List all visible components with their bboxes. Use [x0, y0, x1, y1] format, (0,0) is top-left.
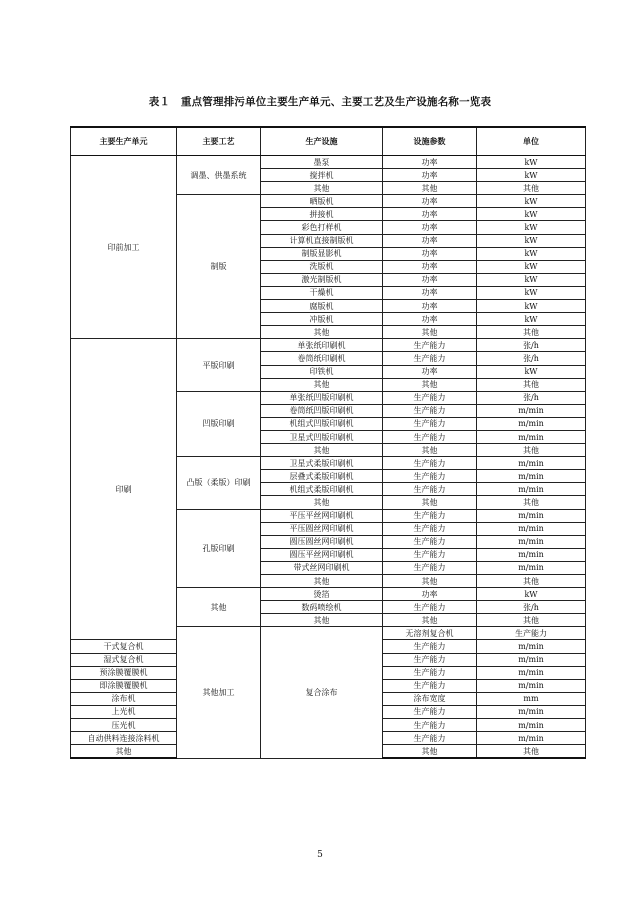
measure-unit-cell: 其他 [477, 378, 586, 391]
process-cell: 复合涂布 [261, 627, 383, 758]
parameter-cell: 生产能力 [383, 640, 477, 653]
facility-cell: 其他 [71, 745, 177, 759]
measure-unit-cell: m/min [477, 653, 586, 666]
facility-cell: 卷筒纸凹版印刷机 [261, 404, 383, 417]
facility-cell: 压光机 [71, 719, 177, 732]
measure-unit-cell: m/min [477, 522, 586, 535]
parameter-cell: 其他 [383, 496, 477, 509]
facility-cell: 冲版机 [261, 313, 383, 326]
facility-cell: 平压平丝网印刷机 [261, 509, 383, 522]
measure-unit-cell: 张/h [477, 352, 586, 365]
parameter-cell: 功率 [383, 247, 477, 260]
parameter-cell: 其他 [383, 378, 477, 391]
parameter-cell: 生产能力 [383, 705, 477, 718]
facility-cell: 数码喷绘机 [261, 601, 383, 614]
measure-unit-cell: 张/h [477, 601, 586, 614]
facility-cell: 即涂膜覆膜机 [71, 679, 177, 692]
production-unit-cell: 其他加工 [177, 627, 261, 758]
facility-cell: 其他 [261, 326, 383, 339]
facility-cell: 带式丝网印刷机 [261, 561, 383, 574]
measure-unit-cell: m/min [477, 483, 586, 496]
parameter-cell: 功率 [383, 208, 477, 221]
table-title: 表１ 重点管理排污单位主要生产单元、主要工艺及生产设施名称一览表 [148, 96, 492, 108]
parameter-cell: 功率 [383, 169, 477, 182]
parameter-cell: 生产能力 [383, 470, 477, 483]
measure-unit-cell: kW [477, 286, 586, 299]
measure-unit-cell: kW [477, 208, 586, 221]
facility-cell: 腐版机 [261, 300, 383, 313]
facility-cell: 墨泵 [261, 156, 383, 169]
facility-cell: 无溶剂复合机 [383, 627, 477, 640]
measure-unit-cell: kW [477, 195, 586, 208]
process-cell: 调墨、供墨系统 [177, 156, 261, 195]
process-cell: 凹版印刷 [177, 391, 261, 456]
parameter-cell: 功率 [383, 300, 477, 313]
measure-unit-cell: kW [477, 247, 586, 260]
facility-cell: 其他 [261, 378, 383, 391]
parameter-cell: 生产能力 [383, 719, 477, 732]
measure-unit-cell: m/min [477, 561, 586, 574]
measure-unit-cell: m/min [477, 417, 586, 430]
facility-cell: 洗版机 [261, 260, 383, 273]
measure-unit-cell: mm [477, 692, 586, 705]
measure-unit-cell: 其他 [477, 444, 586, 457]
parameter-cell: 生产能力 [383, 483, 477, 496]
facility-cell: 层叠式柔版印刷机 [261, 470, 383, 483]
measure-unit-cell: kW [477, 365, 586, 378]
measure-unit-cell: m/min [477, 719, 586, 732]
parameter-cell: 功率 [383, 365, 477, 378]
measure-unit-cell: 其他 [477, 745, 586, 759]
process-cell: 其他 [177, 588, 261, 627]
parameter-cell: 生产能力 [383, 430, 477, 443]
page-number: 5 [317, 850, 323, 860]
measure-unit-cell: m/min [477, 679, 586, 692]
parameter-cell: 功率 [383, 260, 477, 273]
facility-cell: 机组式柔版印刷机 [261, 483, 383, 496]
facility-cell: 自动供料连接涂料机 [71, 732, 177, 745]
header-process: 主要工艺 [177, 127, 261, 156]
facility-cell: 搅拌机 [261, 169, 383, 182]
measure-unit-cell: m/min [477, 666, 586, 679]
parameter-cell: 功率 [383, 195, 477, 208]
facility-cell: 卷筒纸印刷机 [261, 352, 383, 365]
parameter-cell: 生产能力 [383, 509, 477, 522]
measure-unit-cell: kW [477, 169, 586, 182]
facility-cell: 拼接机 [261, 208, 383, 221]
header-measure-unit: 单位 [477, 127, 586, 156]
header-facility: 生产设施 [261, 127, 383, 156]
parameter-cell: 功率 [383, 234, 477, 247]
parameter-cell: 生产能力 [383, 561, 477, 574]
measure-unit-cell: kW [477, 260, 586, 273]
facility-cell: 其他 [261, 444, 383, 457]
parameter-cell: 功率 [383, 313, 477, 326]
measure-unit-cell: kW [477, 221, 586, 234]
measure-unit-cell: kW [477, 588, 586, 601]
facility-cell: 制版显影机 [261, 247, 383, 260]
measure-unit-cell: m/min [477, 535, 586, 548]
facility-cell: 其他 [261, 182, 383, 195]
facility-cell: 烫箔 [261, 588, 383, 601]
parameter-cell: 生产能力 [383, 417, 477, 430]
parameter-cell: 功率 [383, 273, 477, 286]
measure-unit-cell: 张/h [477, 391, 586, 404]
parameter-cell: 生产能力 [383, 522, 477, 535]
facility-cell: 机组式凹版印刷机 [261, 417, 383, 430]
parameter-cell: 生产能力 [383, 653, 477, 666]
parameter-cell: 生产能力 [383, 548, 477, 561]
table-body [71, 156, 586, 759]
parameter-cell: 生产能力 [383, 535, 477, 548]
parameter-cell: 其他 [383, 444, 477, 457]
facility-cell: 湿式复合机 [71, 653, 177, 666]
facility-cell: 其他 [261, 496, 383, 509]
parameter-cell: 生产能力 [383, 732, 477, 745]
measure-unit-cell: m/min [477, 509, 586, 522]
measure-unit-cell: m/min [477, 470, 586, 483]
facility-cell: 激光制版机 [261, 273, 383, 286]
header-parameter: 设施参数 [383, 127, 477, 156]
facility-cell: 其他 [261, 614, 383, 627]
process-cell: 制版 [177, 195, 261, 339]
parameter-cell: 生产能力 [383, 679, 477, 692]
parameter-cell: 涂布宽度 [383, 692, 477, 705]
parameter-cell: 其他 [383, 326, 477, 339]
facility-cell: 彩色打样机 [261, 221, 383, 234]
production-unit-cell: 印刷 [71, 339, 177, 640]
facility-cell: 上光机 [71, 705, 177, 718]
parameter-cell: 功率 [383, 286, 477, 299]
header-row [71, 127, 586, 156]
parameter-cell: 生产能力 [383, 457, 477, 470]
parameter-cell: 生产能力 [383, 404, 477, 417]
measure-unit-cell: m/min [477, 457, 586, 470]
facility-cell: 预涂膜覆膜机 [71, 666, 177, 679]
parameter-cell: 功率 [383, 156, 477, 169]
parameter-cell: 生产能力 [383, 352, 477, 365]
measure-unit-cell: kW [477, 273, 586, 286]
measure-unit-cell: m/min [477, 548, 586, 561]
facility-cell: 平压圆丝网印刷机 [261, 522, 383, 535]
process-cell: 平版印刷 [177, 339, 261, 391]
production-unit-cell: 印前加工 [71, 156, 177, 339]
parameter-cell: 生产能力 [383, 339, 477, 352]
process-cell: 凸版（柔版）印刷 [177, 457, 261, 509]
facility-cell: 印铁机 [261, 365, 383, 378]
facility-cell: 圆压圆丝网印刷机 [261, 535, 383, 548]
facility-cell: 单张纸印刷机 [261, 339, 383, 352]
facility-cell: 圆压平丝网印刷机 [261, 548, 383, 561]
facility-cell: 涂布机 [71, 692, 177, 705]
measure-unit-cell: 其他 [477, 614, 586, 627]
process-cell: 孔版印刷 [177, 509, 261, 588]
measure-unit-cell: 其他 [477, 182, 586, 195]
measure-unit-cell: 其他 [477, 496, 586, 509]
measure-unit-cell: m/min [477, 705, 586, 718]
parameter-cell: 其他 [383, 614, 477, 627]
parameter-cell: 其他 [383, 745, 477, 759]
measure-unit-cell: m/min [477, 404, 586, 417]
measure-unit-cell: kW [477, 313, 586, 326]
measure-unit-cell: kW [477, 156, 586, 169]
measure-unit-cell: kW [477, 234, 586, 247]
measure-unit-cell: kW [477, 300, 586, 313]
facility-cell: 卫星式柔版印刷机 [261, 457, 383, 470]
measure-unit-cell: m/min [477, 732, 586, 745]
measure-unit-cell: m/min [477, 430, 586, 443]
measure-unit-cell: 其他 [477, 575, 586, 588]
header-unit: 主要生产单元 [71, 127, 177, 156]
facility-cell: 计算机直接制版机 [261, 234, 383, 247]
measure-unit-cell: 其他 [477, 326, 586, 339]
measure-unit-cell: m/min [477, 640, 586, 653]
parameter-cell: 其他 [383, 182, 477, 195]
measure-unit-cell: 张/h [477, 339, 586, 352]
parameter-cell: 功率 [383, 588, 477, 601]
facility-cell: 干式复合机 [71, 640, 177, 653]
parameter-cell: 功率 [383, 221, 477, 234]
facility-cell: 晒版机 [261, 195, 383, 208]
table-row [71, 339, 586, 352]
parameter-cell: 生产能力 [477, 627, 586, 640]
parameter-cell: 生产能力 [383, 601, 477, 614]
table-row [71, 156, 586, 169]
parameter-cell: 其他 [383, 575, 477, 588]
facility-cell: 单张纸凹版印刷机 [261, 391, 383, 404]
facility-cell: 其他 [261, 575, 383, 588]
facility-table [70, 126, 586, 759]
facility-cell: 卫星式凹版印刷机 [261, 430, 383, 443]
parameter-cell: 生产能力 [383, 666, 477, 679]
facility-cell: 干燥机 [261, 286, 383, 299]
parameter-cell: 生产能力 [383, 391, 477, 404]
